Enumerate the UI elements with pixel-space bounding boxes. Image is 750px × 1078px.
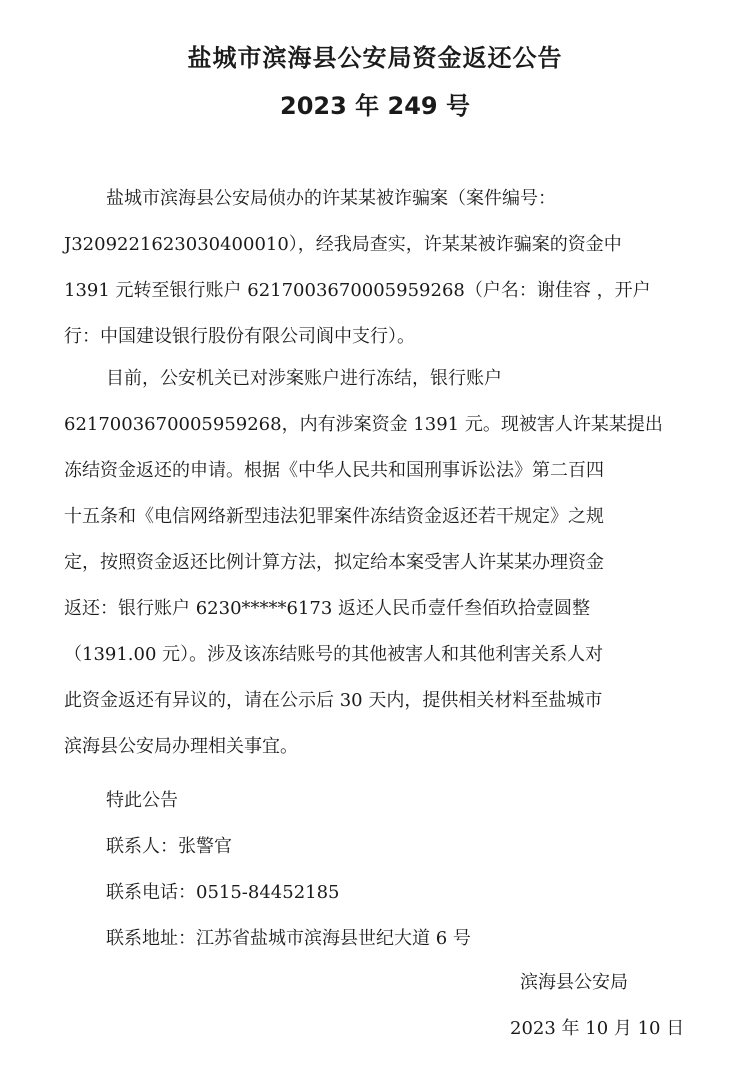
document-title: 盐城市滨海县公安局资金返还公告 bbox=[187, 44, 563, 72]
paragraph-line: 冻结资金返还的申请。根据《中华人民共和国刑事诉讼法》第二百四 bbox=[64, 460, 604, 481]
signature-date: 2023 年 10 月 10 日 bbox=[510, 1018, 685, 1039]
paragraph-line: J3209221623030400010），经我局查实，许某某被诈骗案的资金中 bbox=[64, 234, 622, 255]
paragraph-line: 此资金返还有异议的，请在公示后 30 天内，提供相关材料至盐城市 bbox=[64, 690, 603, 711]
paragraph-line: 1391 元转至银行账户 6217003670005959268（户名：谢佳容 ，开户 bbox=[64, 280, 651, 301]
paragraph-refund-details bbox=[64, 356, 686, 770]
paragraph-line: 返还：银行账户 6230*****6173 返还人民币壹仟叁佰玖拾壹圆整 bbox=[64, 598, 591, 619]
paragraph-line: 盐城市滨海县公安局侦办的许某某被诈骗案（案件编号： bbox=[106, 188, 556, 209]
paragraph-line: 滨海县公安局办理相关事宜。 bbox=[64, 736, 298, 757]
contact-phone: 联系电话：0515-84452185 bbox=[106, 882, 340, 903]
paragraph-line: 十五条和《电信网络新型违法犯罪案件冻结资金返还若干规定》之规 bbox=[64, 506, 604, 527]
paragraph-line: 6217003670005959268，内有涉案资金 1391 元。现被害人许某某提出 bbox=[64, 414, 663, 435]
paragraph-line: （1391.00 元）。涉及该冻结账号的其他被害人和其他利害关系人对 bbox=[64, 644, 604, 665]
paragraph-line: 行：中国建设银行股份有限公司阆中支行）。 bbox=[64, 326, 415, 347]
document-number: 2023 年 249 号 bbox=[280, 92, 470, 120]
contact-person: 联系人：张警官 bbox=[106, 836, 232, 857]
paragraph-line: 定，按照资金返还比例计算方法，拟定给本案受害人许某某办理资金 bbox=[64, 552, 604, 573]
contact-address: 联系地址：江苏省盐城市滨海县世纪大道 6 号 bbox=[106, 928, 471, 949]
paragraph-case-summary bbox=[64, 176, 686, 360]
paragraph-line: 目前，公安机关已对涉案账户进行冻结，银行账户 bbox=[106, 368, 502, 389]
signature-organization: 滨海县公安局 bbox=[520, 972, 628, 993]
closing-text: 特此公告 bbox=[106, 790, 178, 811]
